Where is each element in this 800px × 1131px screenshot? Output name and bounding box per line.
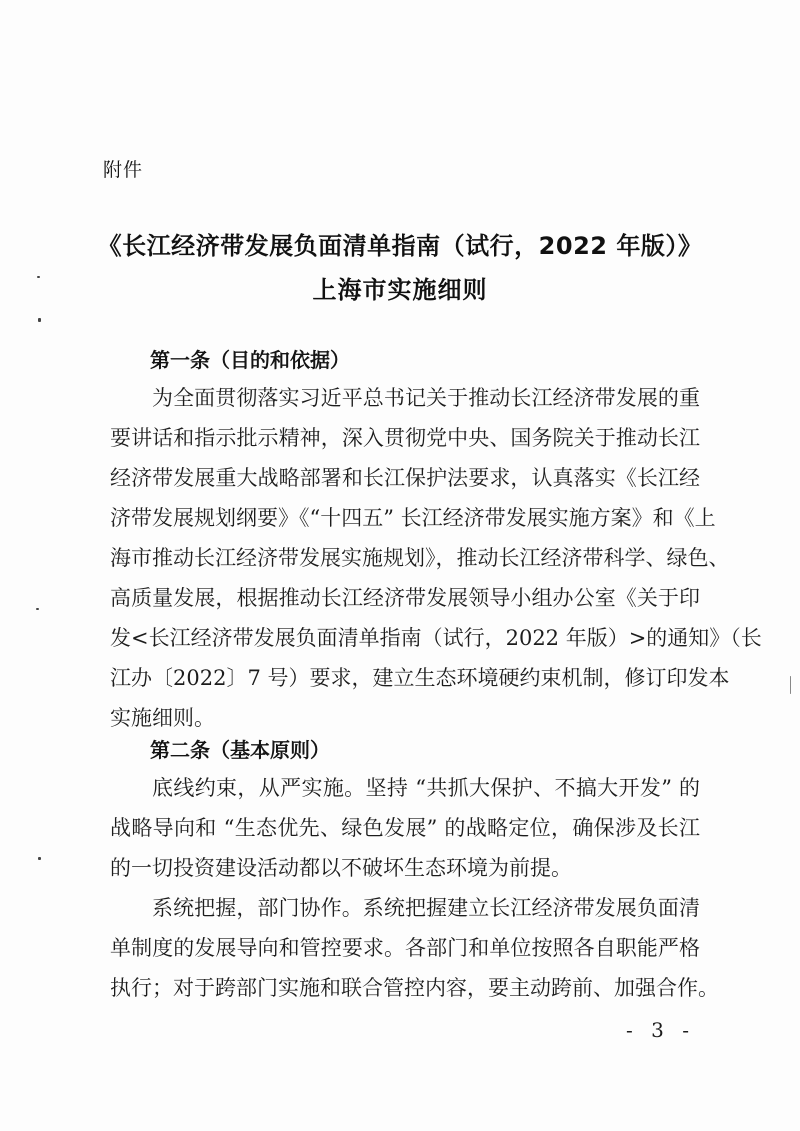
text-line: 实施细则。	[110, 706, 215, 730]
attachment-label: 附件	[103, 159, 144, 181]
scan-speck	[790, 676, 791, 694]
document-title-line1: 《长江经济带发展负面清单指南（试行，2022 年版）》	[97, 232, 703, 260]
scan-speck	[36, 608, 39, 610]
article2-paragraph1	[110, 768, 700, 888]
text-line: 发<长江经济带发展负面清单指南（试行，2022 年版）>的通知》（长	[110, 626, 762, 650]
text-line: 为全面贯彻落实习近平总书记关于推动长江经济带发展的重	[152, 386, 700, 410]
text-line: 经济带发展重大战略部署和长江保护法要求，认真落实《长江经	[110, 466, 700, 490]
text-line: 海市推动长江经济带发展实施规划》，推动长江经济带科学、绿色、	[110, 546, 730, 570]
text-line: 江办〔2022〕7 号）要求，建立生态环境硬约束机制，修订印发本	[110, 666, 730, 690]
text-line: 战略导向和 “生态优先、绿色发展” 的战略定位，确保涉及长江	[110, 816, 700, 840]
article2-paragraph2	[110, 888, 719, 1008]
scan-speck	[38, 857, 41, 860]
text-line: 济带发展规划纲要》《“十四五” 长江经济带发展实施方案》和《上	[110, 506, 716, 530]
text-line: 高质量发展，根据推动长江经济带发展领导小组办公室《关于印	[110, 586, 700, 610]
text-line: 的一切投资建设活动都以不破坏生态环境为前提。	[110, 856, 572, 880]
article2-heading: 第二条（基本原则）	[150, 738, 330, 762]
text-line: 系统把握，部门协作。系统把握建立长江经济带发展负面清	[152, 896, 700, 920]
text-line: 要讲话和指示批示精神，深入贯彻党中央、国务院关于推动长江	[110, 426, 700, 450]
text-line: 底线约束，从严实施。坚持 “共抓大保护、不搞大开发” 的	[152, 776, 700, 800]
scan-speck	[38, 318, 41, 322]
text-line: 执行；对于跨部门实施和联合管控内容，要主动跨前、加强合作。	[110, 976, 719, 1000]
text-line: 单制度的发展导向和管控要求。各部门和单位按照各自职能严格	[110, 936, 700, 960]
article1-body	[110, 378, 762, 738]
page-number-text: - 3 -	[626, 1018, 695, 1042]
article1-heading: 第一条（目的和依据）	[150, 348, 350, 372]
document-title-line2: 上海市实施细则	[312, 276, 488, 304]
